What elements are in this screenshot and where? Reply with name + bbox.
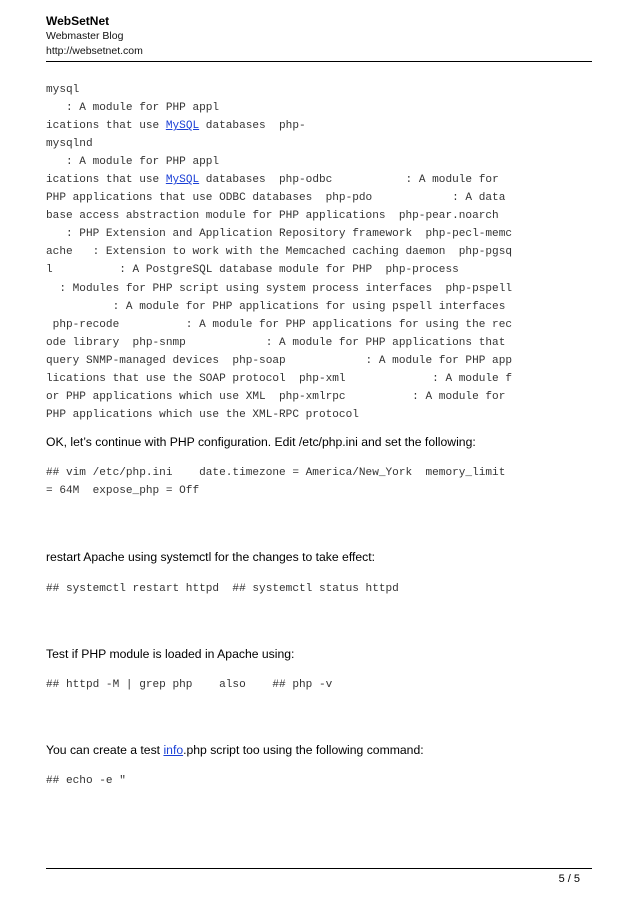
- test-code: [46, 676, 596, 694]
- code-line: ode library php-snmp : A module for PHP applications that: [46, 336, 506, 349]
- test-paragraph: Test if PHP module is loaded in Apache using:: [46, 647, 295, 661]
- code-line: mysqlnd: [46, 138, 93, 151]
- code-line: base access abstraction module for PHP applications php-pear.noarch: [46, 210, 499, 223]
- code-line: = 64M expose_php = Off: [46, 485, 200, 498]
- code-line: PHP applications that use ODBC databases php-pdo : A data: [46, 192, 506, 205]
- code-line: l : A PostgreSQL database module for PHP php-process: [46, 264, 459, 277]
- code-line: : A module for PHP appl: [46, 102, 220, 115]
- header-divider: [46, 61, 592, 62]
- restart-code: [46, 580, 596, 598]
- module-list-code: [46, 81, 596, 424]
- code-line: ache : Extension to work with the Memcached caching daemon php-pgsq: [46, 246, 513, 259]
- site-url: http://websetnet.com: [46, 45, 143, 57]
- code-line: ## vim /etc/php.ini date.timezone = America/New_York memory_limit: [46, 467, 506, 479]
- info-paragraph: You can create a test info.php script too using the following command:: [46, 743, 424, 757]
- code-line: : PHP Extension and Application Repository framework php-pecl-memc: [46, 228, 513, 241]
- code-line: mysql: [46, 84, 80, 96]
- restart-paragraph: restart Apache using systemctl for the changes to take effect:: [46, 550, 376, 564]
- document-header: [46, 14, 143, 59]
- info-code: [46, 772, 596, 790]
- config-code: [46, 464, 596, 500]
- site-subtitle: Webmaster Blog: [46, 30, 124, 42]
- code-line: ications that use: [46, 174, 166, 187]
- code-line: ications that use: [46, 120, 166, 133]
- code-line: php-recode : A module for PHP applications for using the rec: [46, 318, 513, 331]
- code-line: query SNMP-managed devices php-soap : A module for PHP app: [46, 354, 513, 367]
- code-line: databases php-: [199, 120, 306, 133]
- mysql-link[interactable]: MySQL: [165, 120, 200, 133]
- code-line: or PHP applications which use XML php-xmlrpc : A module for: [46, 390, 506, 403]
- code-line: : Modules for PHP script using system process interfaces php-pspell: [46, 282, 513, 295]
- code-line: ## systemctl restart httpd ## systemctl status httpd: [46, 583, 399, 595]
- site-name: WebSetNet: [46, 14, 110, 28]
- page-number: 5 / 5: [558, 873, 580, 885]
- code-line: lications that use the SOAP protocol php-xml : A module f: [46, 372, 513, 385]
- code-line: databases php-odbc : A module for: [199, 174, 499, 187]
- code-line: : A module for PHP appl: [46, 156, 220, 169]
- code-line: PHP applications which use the XML-RPC protocol: [46, 408, 359, 421]
- mysql-link[interactable]: MySQL: [165, 174, 200, 187]
- info-link[interactable]: info: [163, 743, 184, 757]
- code-line: ## httpd -M | grep php also ## php -v: [46, 679, 333, 691]
- config-paragraph: OK, let’s continue with PHP configuration. Edit /etc/php.ini and set the following:: [46, 435, 476, 449]
- code-line: : A module for PHP applications for using pspell interfaces: [46, 300, 506, 313]
- footer-divider: [46, 868, 592, 869]
- code-line: ## echo -e ": [46, 775, 126, 787]
